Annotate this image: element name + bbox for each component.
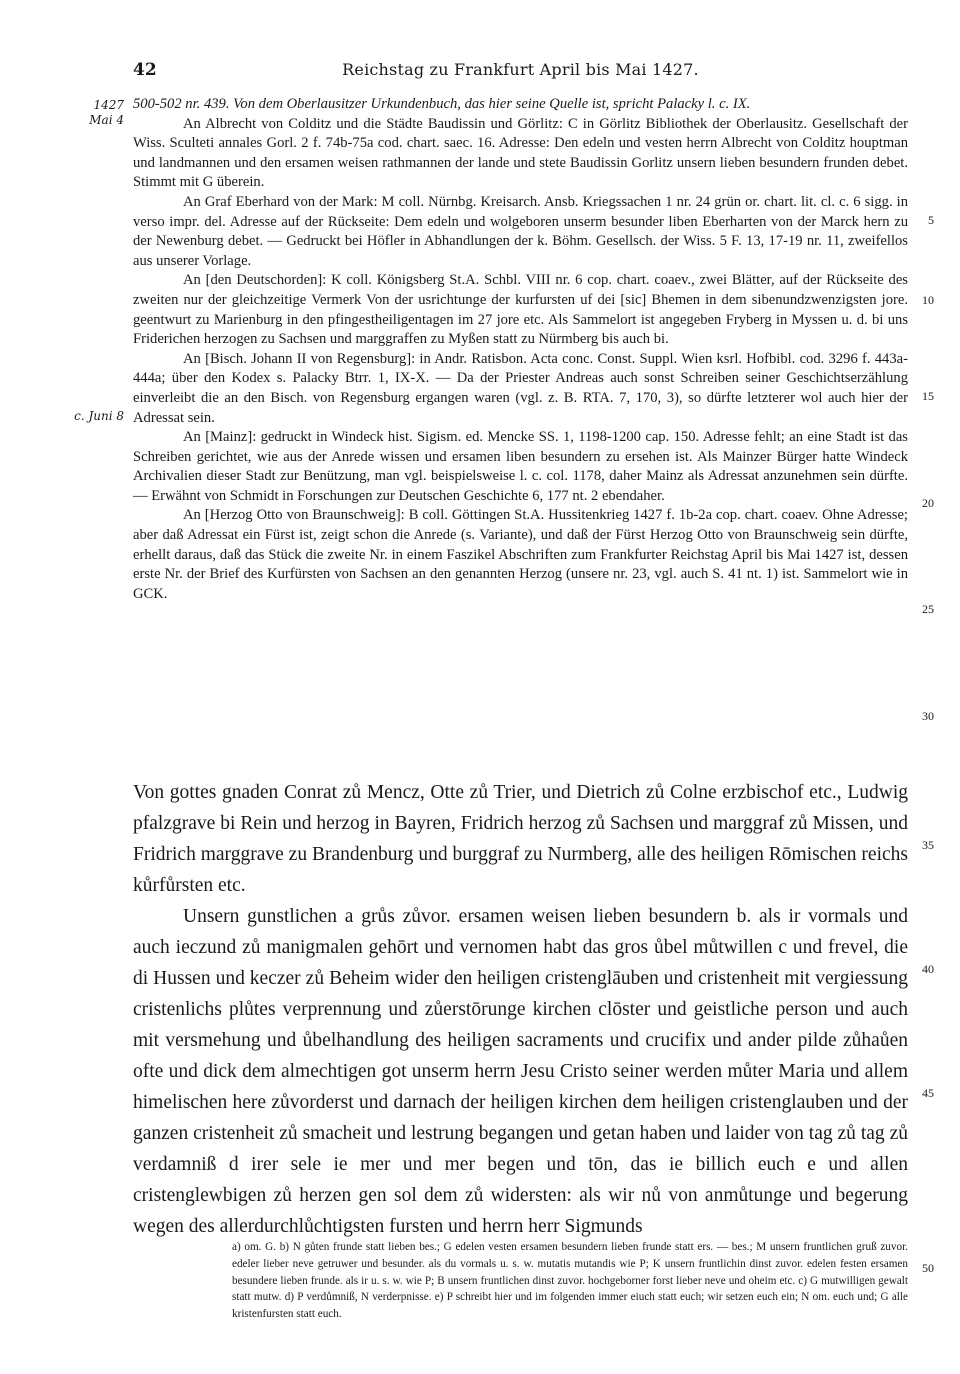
editorial-notes	[133, 95, 908, 604]
line-number: 15	[922, 389, 934, 403]
running-title: Reichstag zu Frankfurt April bis Mai 1427.	[342, 60, 699, 79]
footnotes	[232, 1239, 908, 1323]
running-head	[133, 60, 908, 82]
margin-date-may: 1427 Mai 4	[89, 98, 124, 127]
note-braunschweig: An [Herzog Otto von Braunschweig]: B coll. Göttingen St.A. Hussitenkrieg 1427 f. 1b-2a cop. chart. coaev. Ohne Adresse; aber daß Adressat ein Fürst ist, zeigt schon die Anrede (s. Variante), und daß der Fürst Herzog Otto von Braunschweig sein dürfte, erhellt daraus, daß das Stück die zweite Nr. in einem Faszikel Abschriften zum Frankfurter Reichstag April bis Mai 1427 ist, dessen erste Nr. der Brief des Kurfürsten von Sachsen an den genannten Herzog (unsere nr. 23, vgl. auch S. 41 nt. 1) ist. Sammelort wie in GCK.	[133, 507, 908, 602]
line-number: 50	[922, 1261, 934, 1275]
page-number: 42	[133, 60, 157, 80]
text-body: Unsern gunstlichen a grůs zůvor. ersamen weisen lieben besundern b. als ir vormals und auch ieczund zů manigmalen gehōrt und vernomen habt das gros ůbel můtwillen c und frevel, die di Hussen und keczer zů Beheim wider den heiligen cristenglāuben und cristenheit mit vergiessung cristenlichs plůtes verprennung und zůerstōrunge kirchen clōster und geistliche person und auch mit versmehung und ůbelhandlung des heiligen sacraments und crucifix und ander pilde zůhaůen ofte und dick dem almechtigen got unserm herrn Jesu Cristo seiner werden můter Maria und allem himelischen here zůvorderst und darnach der heiligen kirchen dem heiligen cristenglauben und der ganzen cristenheit zů smacheit und lestrung begangen und getan haben und laider von tag zů tag zů verdamniß d irer sele ie mer und mer begen und tōn, das ie billich euch e und allen cristenglewbigen zů herzen gen sol dem zů widersten: als wir nů von anmůtunge und begerung wegen des allerdurchlůchtigsten fursten und herrn herr Sigmunds	[133, 906, 908, 1237]
note-source-palacky: 500-502 nr. 439. Von dem Oberlausitzer Urkundenbuch, das hier seine Quelle ist, spricht Palacky l. c. IX.	[133, 96, 751, 112]
document-text	[133, 777, 908, 1242]
line-number: 35	[922, 838, 934, 852]
note-colditz: An Albrecht von Colditz und die Städte Baudissin und Görlitz: C in Görlitz Bibliothek der Oberlausitz. Gesellschaft der Wiss. Sculteti annales Gorl. 2 f. 74b-75a cod. chart. saec. 16. Adresse: Den edeln und vesten herrn Albrecht von Colditz houptman und landmannen und den ersamen weisen rathmannen der lande und stete Baudissin Gorlitz unsern lieben besundern frunden debet. Stimmt mit G überein.	[133, 115, 908, 191]
footnote-variants: a) om. G. b) N gůten frunde statt lieben bes.; G edelen vesten ersamen besundern lieben frunde statt ers. — bes.; M unsern fruntlichen gruß zuvor. edeler lieber neve getruwer und besunder. als du vormals u. s. w. mutatis mutandis wie P; K unsern fruntlichin dinst zuvor. edelen festen ersamen besundere lieben frunde. als ir u. s. w. wie P; B unsern fruntlichen dinst zuvor. hochgeborner forst lieber neve und oheim etc. c) G mutwilligen gewalt statt mutw. d) P verdůmniß, N verderpnisse. e) P schreibt hier und im folgenden immer eiuch statt euch; wir setzen euch ein; N om. euch und; G alle kristenfursten statt euch.	[232, 1241, 908, 1321]
line-number: 10	[922, 293, 934, 307]
text-intitulatio: Von gottes gnaden Conrat zů Mencz, Otte zů Trier, und Dietrich zů Colne erzbischof etc., Ludwig pfalzgrave bi Rein und herzog in Bayren, Fridrich herzog zů Sachsen und marggraf zů Missen, und Fridrich marggrave zu Brandenburg und burggraf zu Nurmberg, alle des heiligen Rōmischen reichs kůrfůrsten etc.	[133, 782, 908, 896]
note-eberhard: An Graf Eberhard von der Mark: M coll. Nürnbg. Kreisarch. Ansb. Kriegssachen 1 nr. 24 grün or. chart. lit. cl. c. 6 sigg. in verso impr. del. Adresse auf der Rückseite: Dem edeln und wolgeboren unserm besunder liben Eberharten von der Marck hern zu der Newenburg debet. — Gedruckt bei Höfler in Abhandlungen der k. Böhm. Gesellsch. der Wiss. 5 F. 13, 17-19 nr. 11, zweifellos aus unserer Vorlage.	[133, 193, 908, 269]
margin-date-june: c. Juni 8	[74, 409, 124, 423]
line-number: 45	[922, 1086, 934, 1100]
line-number: 30	[922, 709, 934, 723]
line-number: 40	[922, 962, 934, 976]
line-number: 5	[928, 213, 934, 227]
line-number: 20	[922, 496, 934, 510]
line-number: 25	[922, 602, 934, 616]
note-mainz: An [Mainz]: gedruckt in Windeck hist. Sigism. ed. Mencke SS. 1, 1198-1200 cap. 150. Adresse fehlt; an eine Stadt ist das Schreiben gerichtet, wie aus der Anrede wissen und ersamen liben besundern zu ersehen ist. Als Mainzer Bürger hatte Windeck Archivalien dieser Stadt zur Benützung, man vgl. beispielsweise l. c. col. 1178, daher Mainz als Adressat anzunehmen sein dürfte. — Erwähnt von Schmidt in Forschungen zur Deutschen Geschichte 6, 177 nt. 2 ebendaher.	[133, 429, 908, 504]
note-regensburg: An [Bisch. Johann II von Regensburg]: in Andr. Ratisbon. Acta conc. Const. Suppl. Wien ksrl. Hofbibl. cod. 3296 f. 443a-444a; über den Kodex s. Palacky Btrr. 1, IX-X. — Da der Priester Andreas auch sonst Schreiben seiner Geschichtserzählung einverleibt die an den Bisch. von Regensburg ergangen waren (vgl. z. B. RTA. 7, 170, 3), so dürfte letzterer wol auch hier der Adressat sein.	[133, 350, 908, 426]
note-deutschorden: An [den Deutschorden]: K coll. Königsberg St.A. Schbl. VIII nr. 6 cop. chart. coaev., zwei Blätter, auf der Rückseite des zweiten nur der gleichzeitige Vermerk Von der usrichtunge der kurfursten uf dei [sic] Bhemen in dem sibenundzwenzigsten jore. geentwurt zu Marienburg in den pfingestheiligentagen im 27 jore etc. Als Sammelort ist angegeben Fryberg in Myssen u. d. bi uns Friderichen herzogen zu Sachsen und marggraffen zu Myßen statt zu Nürmberg bis auch bi.	[133, 272, 908, 348]
